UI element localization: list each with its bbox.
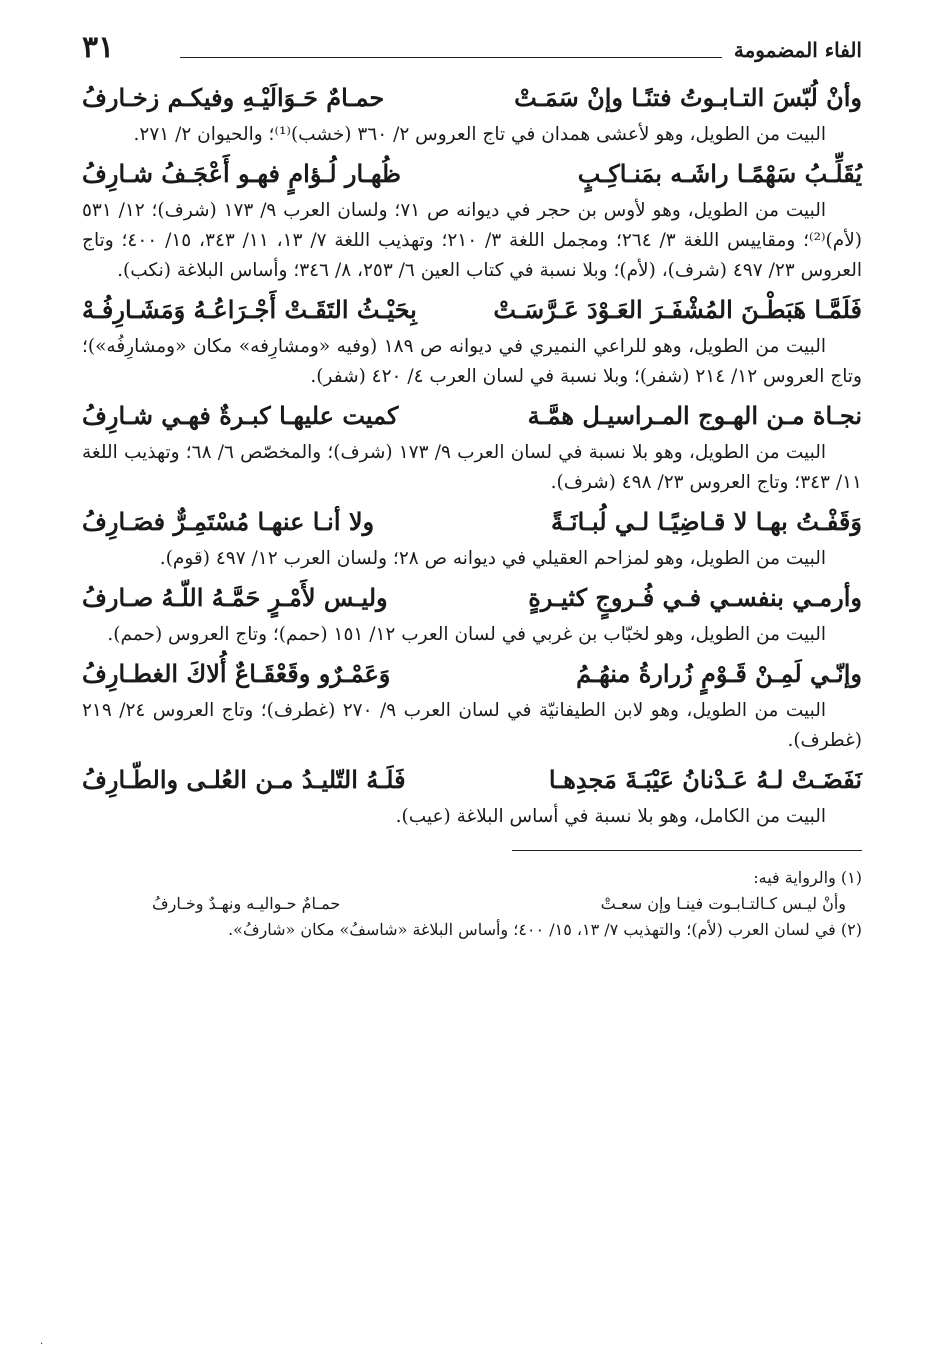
verse-second-hemistich: بِحَيْـثُ التَقَـتْ أَجْـرَاعُـهُ وَمَشَـارِفُـهْ (82, 295, 417, 324)
footnote-divider (512, 850, 862, 851)
verse-note: البيت من الطويل، وهو للراعي النميري في ديوانه ص ١٨٩ (وفيه «ومشارِفه» مكان «ومشارِفُه»)؛ وتاج العروس ١٢/ ٢١٤ (شفر)؛ وبلا نسبة في لسان العرب ٤/ ٤٢٠ (شفر). (82, 336, 862, 387)
footnotes (82, 865, 862, 943)
verse-line (82, 80, 862, 120)
verse-line (82, 762, 862, 802)
book-page (82, 30, 862, 943)
verse-second-hemistich: وَعَمْـرٌو وقَعْقَـاعٌ أُلاكَ الغطـارِفُ (82, 659, 391, 688)
verse-entry (82, 292, 862, 392)
verse-first-hemistich: وأرمـي بنفسـي فـي فُـروجٍ كثيـرةٍ (528, 583, 862, 612)
verse-entry (82, 580, 862, 650)
verse-line (82, 292, 862, 332)
footnote-1-verse (82, 891, 862, 917)
verse-note: البيت من الطويل، وهو لابن الطيفانيّة في لسان العرب ٩/ ٢٧٠ (غطرف)؛ وتاج العروس ٢٤/ ٢١٩ (غطرف). (82, 700, 862, 751)
chapter-title: الفاء المضمومة (733, 38, 862, 62)
verse-note: البيت من الكامل، وهو بلا نسبة في أساس البلاغة (عيب). (395, 806, 826, 827)
verse-entry (82, 656, 862, 756)
footnote-verse-second-hemistich: حمـامٌ حـواليـه ونهـدٌ وخـارفُ (152, 894, 341, 913)
verse-first-hemistich: نَفَضَـتْ لـهُ عَـدْنانُ عَيْبَـةَ مَجدِهـا (548, 765, 862, 794)
verse-second-hemistich: حمـامٌ حَـوَالَيْـهِ وفيكـم زخـارفُ (82, 83, 385, 112)
verse-note: البيت من الطويل، وهو لأوس بن حجر في ديوانه ص ٧١؛ ولسان العرب ٩/ ١٧٣ (شرف)؛ ١٢/ ٥٣١ (لأم)⁽²⁾؛ ومقاييس اللغة ٣/ ٢٦٤؛ ومجمل اللغة ٣/ ٢١٠؛ وتهذيب اللغة ٧/ ١٣، ١١/ ٣٤٣، ١٥/ ٤٠٠؛ وتاج العروس ٢٣/ ٤٩٧ (شرف)، (لأم)؛ وبلا نسبة في كتاب العين ٦/ ٢٥٣، ٨/ ٣٤٦؛ وأساس البلاغة (نكب). (82, 200, 862, 281)
verse-second-hemistich: ظُهـار لُـؤامٍ فهـو أَعْجَـفُ شـارِفُ (82, 159, 402, 188)
verse-entry (82, 504, 862, 574)
verse-entry (82, 398, 862, 498)
verse-first-hemistich: وإنّـي لَمِـنْ قَـوْمٍ زُرارةُ منهُـمُ (576, 659, 862, 688)
page-number: ٣١ (82, 30, 115, 65)
verse-line (82, 580, 862, 620)
verse-entry (82, 762, 862, 832)
header-rule (180, 57, 722, 58)
verse-line (82, 656, 862, 696)
verse-note: البيت من الطويل، وهو بلا نسبة في لسان العرب ٩/ ١٧٣ (شرف)؛ والمخصّص ٦/ ٦٨؛ وتهذيب اللغة ١١/ ٣٤٣؛ وتاج العروس ٢٣/ ٤٩٨ (شرف). (82, 442, 862, 493)
footnote-verse-first-hemistich: وأنْ ليـس كـالتـابـوت فينـا وإن سعـتْ (600, 894, 846, 913)
stray-mark: . (40, 1336, 44, 1347)
verse-entry (82, 80, 862, 150)
verse-second-hemistich: كميت عليهـا كبـرةٌ فهـي شـارِفُ (82, 401, 399, 430)
verse-entry (82, 156, 862, 286)
running-header (82, 30, 862, 74)
verse-note: البيت من الطويل، وهو لأعشى همدان في تاج العروس ٢/ ٣٦٠ (خشب)⁽¹⁾؛ والحيوان ٢/ ٢٧١. (133, 124, 826, 145)
verse-first-hemistich: نجـاة مـن الهـوج المـراسيـل همَّـة (527, 401, 862, 430)
verse-second-hemistich: ولا أنـا عنهـا مُسْتَمِـرٌّ فصَـارِفُ (82, 507, 375, 536)
verse-note: البيت من الطويل، وهو لخبّاب بن غربي في لسان العرب ١٢/ ١٥١ (حمم)؛ وتاج العروس (حمم). (107, 624, 826, 645)
verse-first-hemistich: فَلَمَّـا هَبَطْـنَ المُشْفَـرَ العَـوْدَ عَـرَّسَـتْ (493, 295, 862, 324)
footnote-2: (٢) في لسان العرب (لأم)؛ والتهذيب ٧/ ١٣، ١٥/ ٤٠٠؛ وأساس البلاغة «شاسفُ» مكان «شارفُ». (228, 920, 862, 939)
verse-note: البيت من الطويل، وهو لمزاحم العقيلي في ديوانه ص ٢٨؛ ولسان العرب ١٢/ ٤٩٧ (قوم). (159, 548, 826, 569)
verse-line (82, 504, 862, 544)
verse-first-hemistich: وَقَفْـتُ بهـا لا قـاضِيًـا لـي لُبـانَـةً (551, 507, 862, 536)
footnote-1-intro: (١) والرواية فيه: (753, 868, 862, 887)
verse-first-hemistich: يُقَلِّـبُ سَهْمًـا راشَـه بمَنـاكِـبٍ (577, 159, 862, 188)
verse-line (82, 398, 862, 438)
verse-second-hemistich: فَلَـهُ التّليـدُ مـن العُلـى والطّـارِفُ (82, 765, 406, 794)
verse-line (82, 156, 862, 196)
verse-first-hemistich: وأنْ لُبّسَ التـابـوتُ فتنًـا وإنْ سَمَـتْ (514, 83, 862, 112)
verse-second-hemistich: وليـس لأَمْـرٍ حَمَّـهُ اللّـهُ صـارفُ (82, 583, 388, 612)
